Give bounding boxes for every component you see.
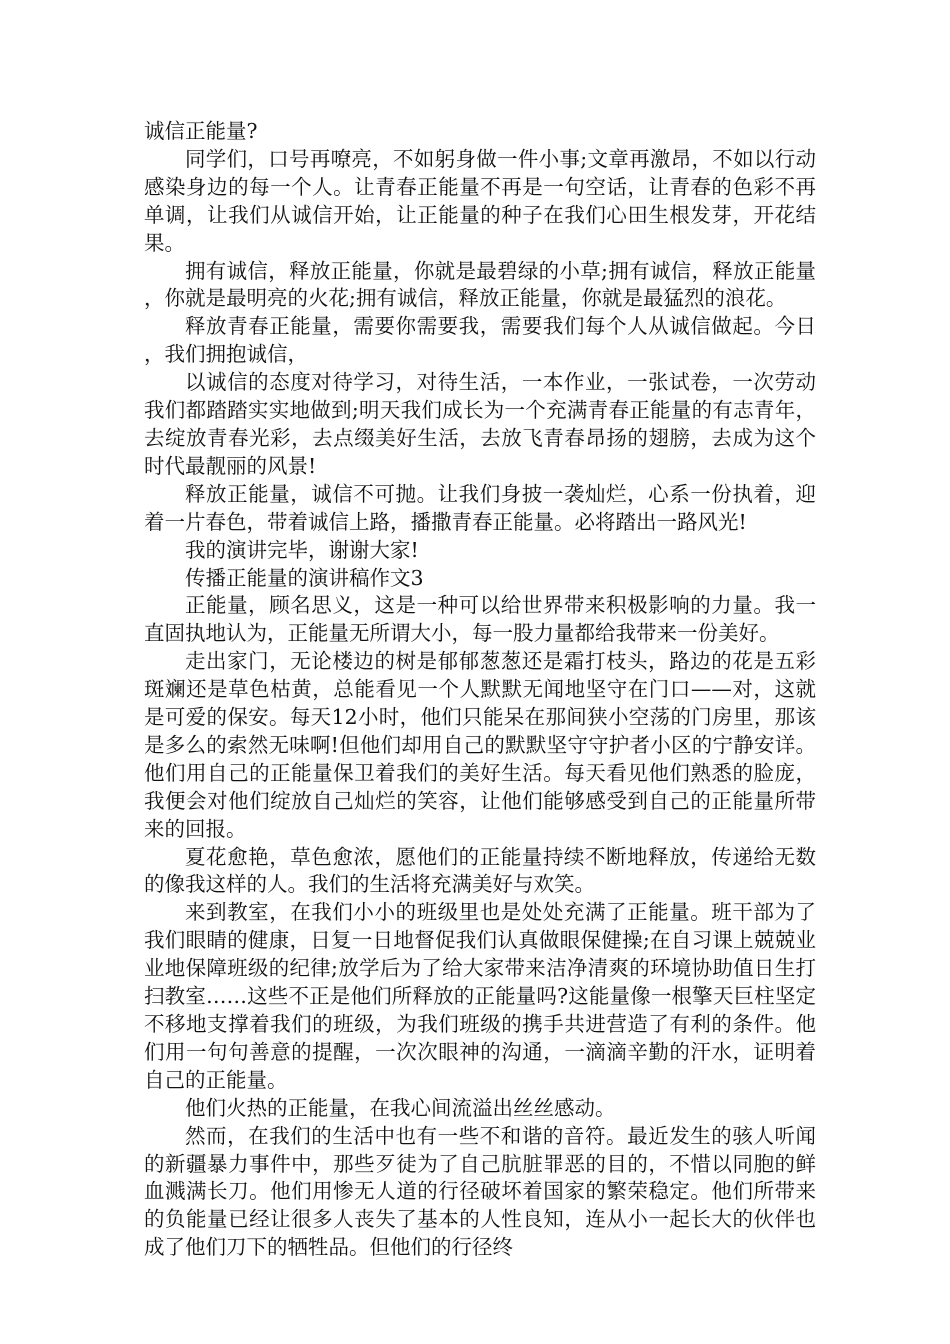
paragraph: 他们火热的正能量，在我心间流溢出丝丝感动。 [185, 1095, 616, 1120]
section-title: 传播正能量的演讲稿作文3 [185, 565, 424, 590]
paragraph: 夏花愈艳，草色愈浓，愿他们的正能量持续不断地释放，传递给无数的像我这样的人。我们的生活将充满美好与欢笑。 [144, 844, 816, 897]
paragraph: 然而，在我们的生活中也有一些不和谐的音符。最近发生的骇人听闻的新疆暴力事件中，那些歹徒为了自己肮脏罪恶的目的，不惜以同胞的鲜血溅满长刀。他们用惨无人道的行径破坏着国家的繁荣稳定。他们所带来的负能量已经让很多人丧失了基本的人性良知，连从小一起长大的伙伴也成了他们刀下的牺牲品。但他们的行径终 [144, 1123, 816, 1260]
paragraph: 释放青春正能量，需要你需要我，需要我们每个人从诚信做起。今日，我们拥抱诚信， [144, 314, 816, 367]
paragraph: 拥有诚信，释放正能量，你就是最碧绿的小草;拥有诚信，释放正能量，你就是最明亮的火花;拥有诚信，释放正能量，你就是最猛烈的浪花。 [144, 258, 816, 311]
paragraph: 走出家门，无论楼边的树是郁郁葱葱还是霜打枝头，路边的花是五彩斑斓还是草色枯黄，总能看见一个人默默无闻地坚守在门口——对，这就是可爱的保安。每天12小时，他们只能呆在那间狭小空荡的门房里，那该是多么的索然无味啊!但他们却用自己的默默坚守守护者小区的宁静安详。他们用自己的正能量保卫着我们的美好生活。每天看见他们熟悉的脸庞，我便会对他们绽放自己灿烂的笑容，让他们能够感受到自己的正能量所带来的回报。 [144, 649, 816, 841]
paragraph: 同学们，口号再嘹亮，不如躬身做一件小事;文章再激昂，不如以行动感染身边的每一个人。让青春正能量不再是一句空话，让青春的色彩不再单调，让我们从诚信开始，让正能量的种子在我们心田生根发芽，开花结果。 [144, 146, 816, 255]
paragraph-heading-fragment: 诚信正能量? [144, 119, 258, 143]
paragraph: 释放正能量，诚信不可抛。让我们身披一袭灿烂，心系一份执着，迎着一片春色，带着诚信上路，播撒青春正能量。必将踏出一路风光! [144, 481, 816, 534]
document-body [144, 118, 816, 1262]
paragraph-closing: 我的演讲完毕，谢谢大家! [185, 537, 419, 562]
paragraph: 以诚信的态度对待学习，对待生活，一本作业，一张试卷，一次劳动我们都踏踏实实地做到;明天我们成长为一个充满青春正能量的有志青年，去绽放青春光彩，去点缀美好生活，去放飞青春昂扬的翅膀，去成为这个时代最靓丽的风景! [144, 370, 816, 478]
paragraph: 来到教室，在我们小小的班级里也是处处充满了正能量。班干部为了我们眼睛的健康，日复一日地督促我们认真做眼保健操;在自习课上兢兢业业地保障班级的纪律;放学后为了给大家带来洁净清爽的环境协助值日生打扫教室……这些不正是他们所释放的正能量吗?这能量像一根擎天巨柱坚定不移地支撑着我们的班级，为我们班级的携手共进营造了有利的条件。他们用一句句善意的提醒，一次次眼神的沟通，一滴滴辛勤的汗水，证明着自己的正能量。 [144, 900, 816, 1092]
paragraph: 正能量，顾名思义，这是一种可以给世界带来积极影响的力量。我一直固执地认为，正能量无所谓大小，每一股力量都给我带来一份美好。 [144, 593, 816, 646]
